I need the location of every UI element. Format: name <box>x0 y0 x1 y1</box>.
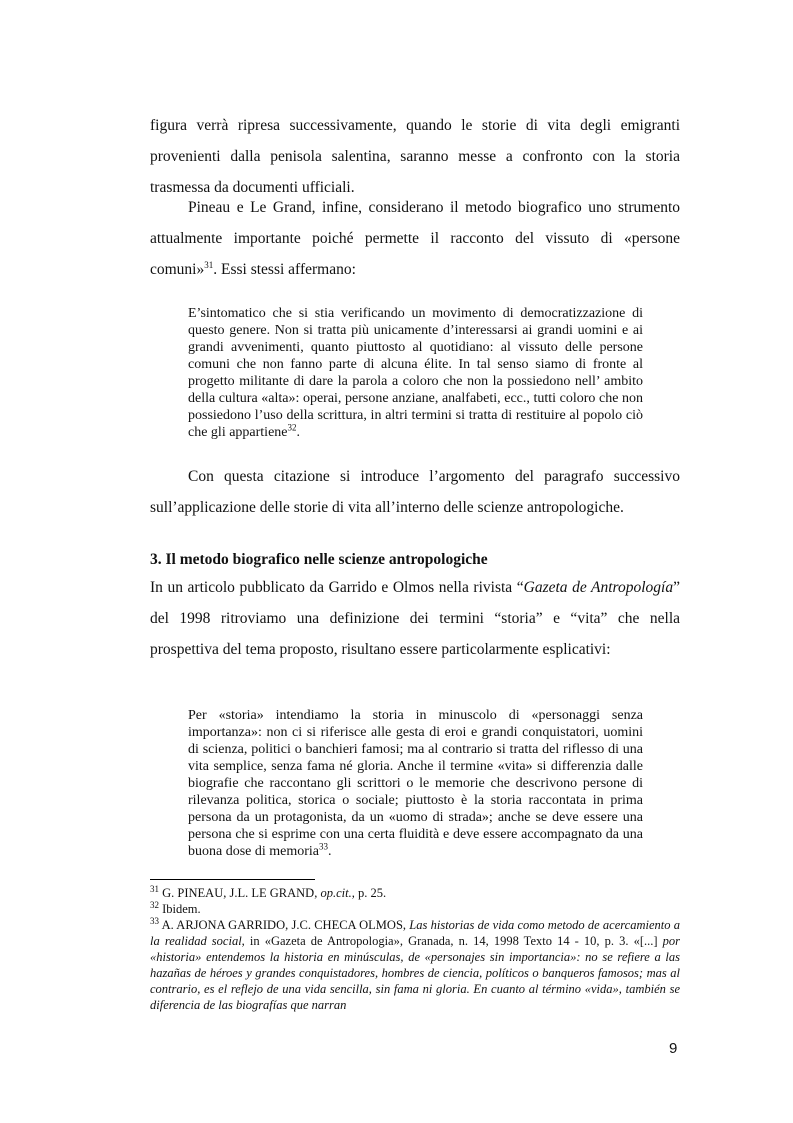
footnote-italic: Las historias de vida como metodo de acercamiento a la realidad social, <box>150 918 680 948</box>
footnote-32 <box>150 901 680 917</box>
page-number: 9 <box>669 1040 678 1057</box>
paragraph-transition <box>150 461 680 523</box>
paragraph-text: Pineau e Le Grand, infine, considerano il metodo biografico uno strumento attualmente importante poiché permette il racconto del vissuto di «persone comuni» <box>150 199 680 278</box>
footnote-separator <box>150 879 315 880</box>
paragraph-text: ” del 1998 ritroviamo una definizione dei termini “storia” e “vita” che nella prospettiva del tema proposto, risultano essere particolarmente esplicativi: <box>150 579 680 658</box>
paragraph-text: Con questa citazione si introduce l’argomento del paragrafo successivo sull’applicazione delle storie di vita all’interno delle scienze antropologiche. <box>150 468 680 516</box>
paragraph-garrido <box>150 572 680 665</box>
footnote-text: p. 25. <box>354 886 387 900</box>
heading-text: 3. Il metodo biografico nelle scienze antropologiche <box>150 551 488 568</box>
footnote-text: A. ARJONA GARRIDO, J.C. CHECA OLMOS, <box>159 918 410 932</box>
footnote-italic: por «historia» entendemos la historia en minúsculas, de «personajes sin importancia»: no se refiere a las hazañas de héroes y grandes conquistadores, hombres de ciencia, políticos o banqueros famosos; mas al contrario, es el reflejo de una vida sencilla, sin fama ni gloria. En cuanto al término «vida», también se diferencia de las biografías que narran <box>150 934 680 1012</box>
footnote-text: Ibidem. <box>159 902 201 916</box>
footnote-ref-32[interactable]: 32 <box>287 422 297 433</box>
block-quote-2 <box>188 707 643 860</box>
quote-text: E’sintomatico che si stia verificando un movimento di democratizzazione di questo genere. Non si tratta più unicamente d’interessarsi ai grandi uomini e ai grandi avvenimenti, quanto piuttosto al quotidiano: al vissuto delle persone comuni che non fanno parte di alcuna élite. In tal senso siamo di fronte al progetto militante di dare la parola a coloro che non la possiedono nell’ ambito della cultura «alta»: operai, persone anziane, analfabeti, ecc., tutti coloro che non possiedono l’uso della scrittura, in altri termini si tratta di restituire al popolo ciò che gli appartiene <box>188 306 643 440</box>
footnote-33 <box>150 917 680 1013</box>
quote-text: . <box>296 425 301 440</box>
paragraph-pineau <box>150 192 680 285</box>
paragraph-text: . Essi stessi affermano: <box>213 261 356 278</box>
section-heading <box>150 550 680 570</box>
paragraph-text: figura verrà ripresa successivamente, quando le storie di vita degli emigranti provenienti dalla penisola salentina, saranno messe a confronto con la storia trasmessa da documenti ufficiali. <box>150 117 680 196</box>
paragraph-text: In un articolo pubblicato da Garrido e Olmos nella rivista “ <box>150 579 524 596</box>
footnote-text: G. PINEAU, J.L. LE GRAND, <box>159 886 321 900</box>
quote-text: . <box>328 844 332 859</box>
footnote-number: 33 <box>150 915 159 926</box>
footnote-italic: op.cit., <box>320 886 355 900</box>
footnote-number: 32 <box>150 899 159 910</box>
journal-title: Gazeta de Antropología <box>523 579 674 596</box>
footnote-31 <box>150 885 680 901</box>
footnote-number: 31 <box>150 883 159 894</box>
paragraph-continuation <box>150 110 680 203</box>
footnote-ref-33[interactable]: 33 <box>319 841 329 852</box>
quote-text: Per «storia» intendiamo la storia in minuscolo di «personaggi senza importanza»: non ci si riferisce alle gesta di eroi e grandi conquistatori, uomini di scienza, politici o banchieri famosi; ma al contrario si tratta del riflesso di una vita semplice, senza fama né gloria. Anche il termine «vita» si differenzia dalle biografie che raccontano gli scrittori o le memorie che descrivono persone di rilevanza politica, storica o sociale; piuttosto è la storia raccontata in prima persona da un protagonista, da un «uomo di strada»; anche se deve essere una persona che si esprime con una certa fluidità e deve essere accompagnato da una buona dose di memoria <box>188 708 643 859</box>
footnote-text: in «Gazeta de Antropologia», Granada, n. 14, 1998 Texto 14 - 10, p. 3. «[...] <box>244 934 663 948</box>
block-quote-1 <box>188 305 643 441</box>
footnote-ref-31[interactable]: 31 <box>204 259 214 270</box>
